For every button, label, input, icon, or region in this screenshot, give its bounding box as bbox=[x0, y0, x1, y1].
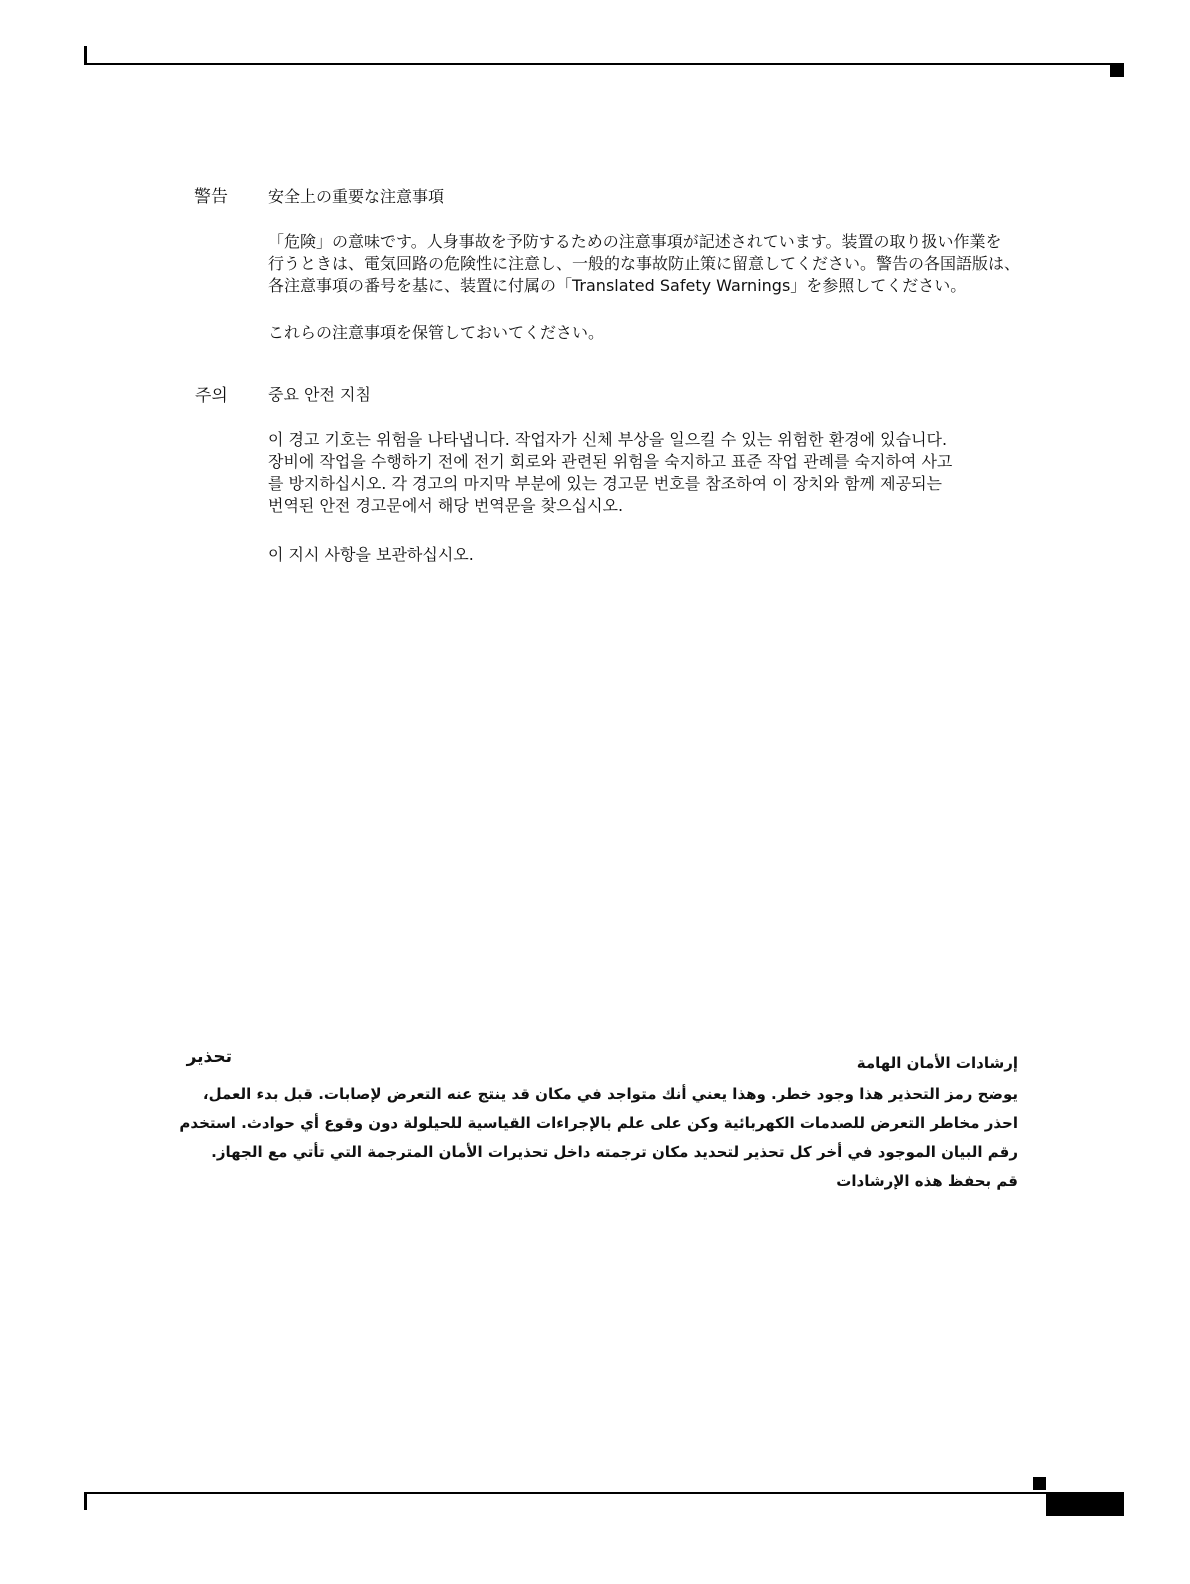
body-line: 장비에 작업을 수행하기 전에 전기 회로와 관련된 위험을 숙지하고 표준 작업 관례를 숙지하여 사고 bbox=[268, 452, 953, 471]
body-line: يوضح رمز التحذير هذا وجود خطر. وهذا يعني أنك متواجد في مكان قد ينتج عنه التعرض لإصابات. قبل بدء العمل، bbox=[202, 1085, 1018, 1103]
header-rule bbox=[84, 63, 1124, 65]
body-line: 번역된 안전 경고문에서 해당 번역문을 찾으십시오. bbox=[268, 496, 624, 515]
footer-tick bbox=[84, 1492, 87, 1510]
footer-page-number-tab bbox=[1046, 1492, 1124, 1516]
footer-marker-block bbox=[1033, 1477, 1046, 1490]
footer-rule bbox=[84, 1492, 1046, 1494]
body-line: رقم البيان الموجود في أخر كل تحذير لتحديد مكان ترجمته داخل تحذيرات الأمان المترجمة التي تأتي مع الجهاز. bbox=[211, 1143, 1018, 1161]
body-line: 行うときは、電気回路の危険性に注意し、一般的な事故防止策に留意してください。警告の各国語版は、 bbox=[268, 254, 1021, 273]
warning-body bbox=[268, 429, 952, 517]
body-line: 「危険」の意味です。人身事故を予防するための注意事項が記述されています。装置の取り扱い作業を bbox=[268, 232, 1002, 251]
body-line: قم بحفظ هذه الإرشادات bbox=[836, 1172, 1018, 1190]
warning-body bbox=[179, 1080, 1018, 1196]
warning-label: تحذير bbox=[186, 1047, 232, 1067]
body-line: احذر مخاطر التعرض للصدمات الكهربائية وكن على علم بالإجراءات القياسية للحيلولة دون وقوع أي حوادث. استخدم bbox=[179, 1114, 1018, 1132]
warning-closing: これらの注意事項を保管しておいてください。 bbox=[268, 323, 605, 342]
warning-heading: 安全上の重要な注意事項 bbox=[268, 187, 445, 206]
warning-label: 주의 bbox=[195, 386, 228, 406]
body-line: 이 경고 기호는 위험을 나타냅니다. 작업자가 신체 부상을 일으킬 수 있는 위험한 환경에 있습니다. bbox=[268, 430, 948, 449]
header-marker-block bbox=[1110, 65, 1124, 77]
body-line: 各注意事項の番号を基に、装置に付属の「Translated Safety Warnings」を参照してください。 bbox=[268, 276, 967, 295]
body-line: 를 방지하십시오. 각 경고의 마지막 부분에 있는 경고문 번호를 참조하여 이 장치와 함께 제공되는 bbox=[268, 474, 942, 493]
warning-heading: إرشادات الأمان الهامة bbox=[856, 1054, 1018, 1072]
warning-heading: 중요 안전 지침 bbox=[268, 385, 371, 404]
warning-label: 警告 bbox=[194, 187, 228, 207]
warning-closing: 이 지시 사항을 보관하십시오. bbox=[268, 545, 474, 564]
warning-body bbox=[268, 231, 1020, 297]
